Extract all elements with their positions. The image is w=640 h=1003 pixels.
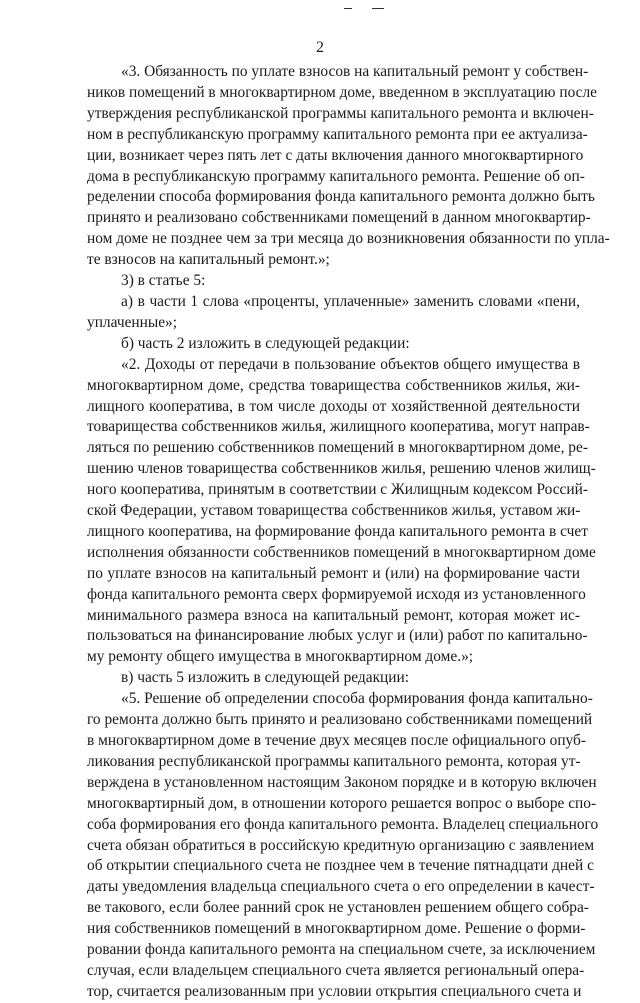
text-line: в) часть 5 изложить в следующей редакции: [121, 669, 410, 687]
text-line: те взносов на капитальный ремонт.»; [87, 251, 330, 269]
text-line: счета обязан обратиться в российскую кредитную организацию с заявлением [87, 836, 595, 854]
text-line: б) часть 2 изложить в следующей редакции: [121, 334, 410, 352]
text-line: пользоваться на финансирование любых услуг и (или) работ по капитально- [87, 627, 588, 645]
page-number: 2 [316, 39, 324, 56]
text-line: многоквартирном доме, средства товарищества собственников жилья, жи- [87, 376, 580, 394]
text-line: «3. Обязанность по уплате взносов на капитальный ремонт у собствен- [121, 63, 589, 80]
text-line: об открытии специального счета не позднее чем в течение пятнадцати дней с [87, 857, 594, 875]
text-line: ном доме не позднее чем за три месяца до возникновения обязанности по упла- [87, 230, 610, 248]
text-line: ников помещений в многоквартирном доме, введенном в эксплуатацию после [87, 83, 597, 101]
text-line: ляться по решению собственников помещений в многоквартирном доме, ре- [87, 439, 588, 457]
text-line: в многоквартирном доме в течение двух месяцев после официального опуб- [87, 732, 587, 749]
text-line: му ремонту общего имущества в многоквартирном доме.»; [87, 648, 474, 666]
text-line: соба формирования его фонда капитального ремонта. Владелец специального [87, 815, 599, 833]
text-line: «2. Доходы от передачи в пользование объектов общего имущества в [121, 355, 580, 373]
text-line: даты уведомления владельца специального счета о его определении в качест- [87, 878, 595, 896]
text-line: ном в республиканскую программу капитального ремонта при ее актуализа- [87, 125, 588, 143]
text-line: ровании фонда капитального ремонта на специальном счете, за исключением [87, 941, 596, 959]
text-line: минимального размера взноса на капитальный ремонт, которая может ис- [87, 606, 580, 624]
text-line: верждена в установленном настоящим Законом порядке и в которую включен [87, 773, 597, 791]
text-line: а) в части 1 слова «проценты, уплаченные» заменить словами «пени, [121, 292, 580, 310]
text-line: многоквартирный дом, в отношении которого решается вопрос о выборе спо- [87, 794, 597, 812]
text-line: тор, считается реализованным при условии открытия специального счета и [87, 982, 582, 1000]
document-body [87, 62, 610, 1003]
text-line: уплаченные»; [87, 313, 178, 331]
text-line: го ремонта должно быть принято и реализовано собственниками помещений [87, 711, 593, 729]
text-line: фонда капитального ремонта сверх формируемой исходя из установленного [87, 585, 586, 603]
text-line: исполнения обязанности собственников помещений в многоквартирном доме [87, 543, 596, 561]
text-line: ции, возникает через пять лет с даты включения данного многоквартирного [87, 146, 584, 164]
text-line: ликования республиканской программы капитального ремонта, которая ут- [87, 752, 581, 770]
text-line: шению членов товарищества собственников жилья, решению членов жилищ- [87, 460, 596, 478]
text-line: ве такового, если более ранний срок не установлен решением общего собра- [87, 899, 589, 917]
text-line: случая, если владельцем специального счета является региональный опера- [87, 961, 585, 979]
text-line: по уплате взносов на капитальный ремонт и (или) на формирование части [87, 564, 580, 582]
text-line: ской Федерации, уставом товарищества собственников жилья, уставом жи- [87, 502, 581, 520]
text-line: лищного кооператива, в том числе доходы от хозяйственной деятельности [87, 397, 580, 415]
text-line: дома в республиканскую программу капитального ремонта. Решение об оп- [87, 167, 585, 185]
text-line: принято и реализовано собственниками помещений в данном многоквартир- [87, 209, 591, 227]
text-line: лищного кооператива, на формирование фонда капитального ремонта в счет [87, 522, 588, 540]
text-line: 3) в статье 5: [121, 272, 206, 290]
text-line: ния собственников помещений в многоквартирном доме. Решение о форми- [87, 920, 586, 938]
text-line: ределении способа формирования фонда капитального ремонта должно быть [87, 188, 595, 206]
text-line: «5. Решение об определении способа формирования фонда капитально- [121, 690, 593, 708]
text-line: товарищества собственников жилья, жилищного кооператива, могут направ- [87, 418, 590, 436]
scan-mark [344, 8, 352, 9]
text-line: ного кооператива, принятым в соответствии с Жилищным кодексом Россий- [87, 481, 588, 499]
text-line: утверждения республиканской программы капитального ремонта и включен- [87, 104, 594, 122]
scan-mark [372, 8, 384, 9]
